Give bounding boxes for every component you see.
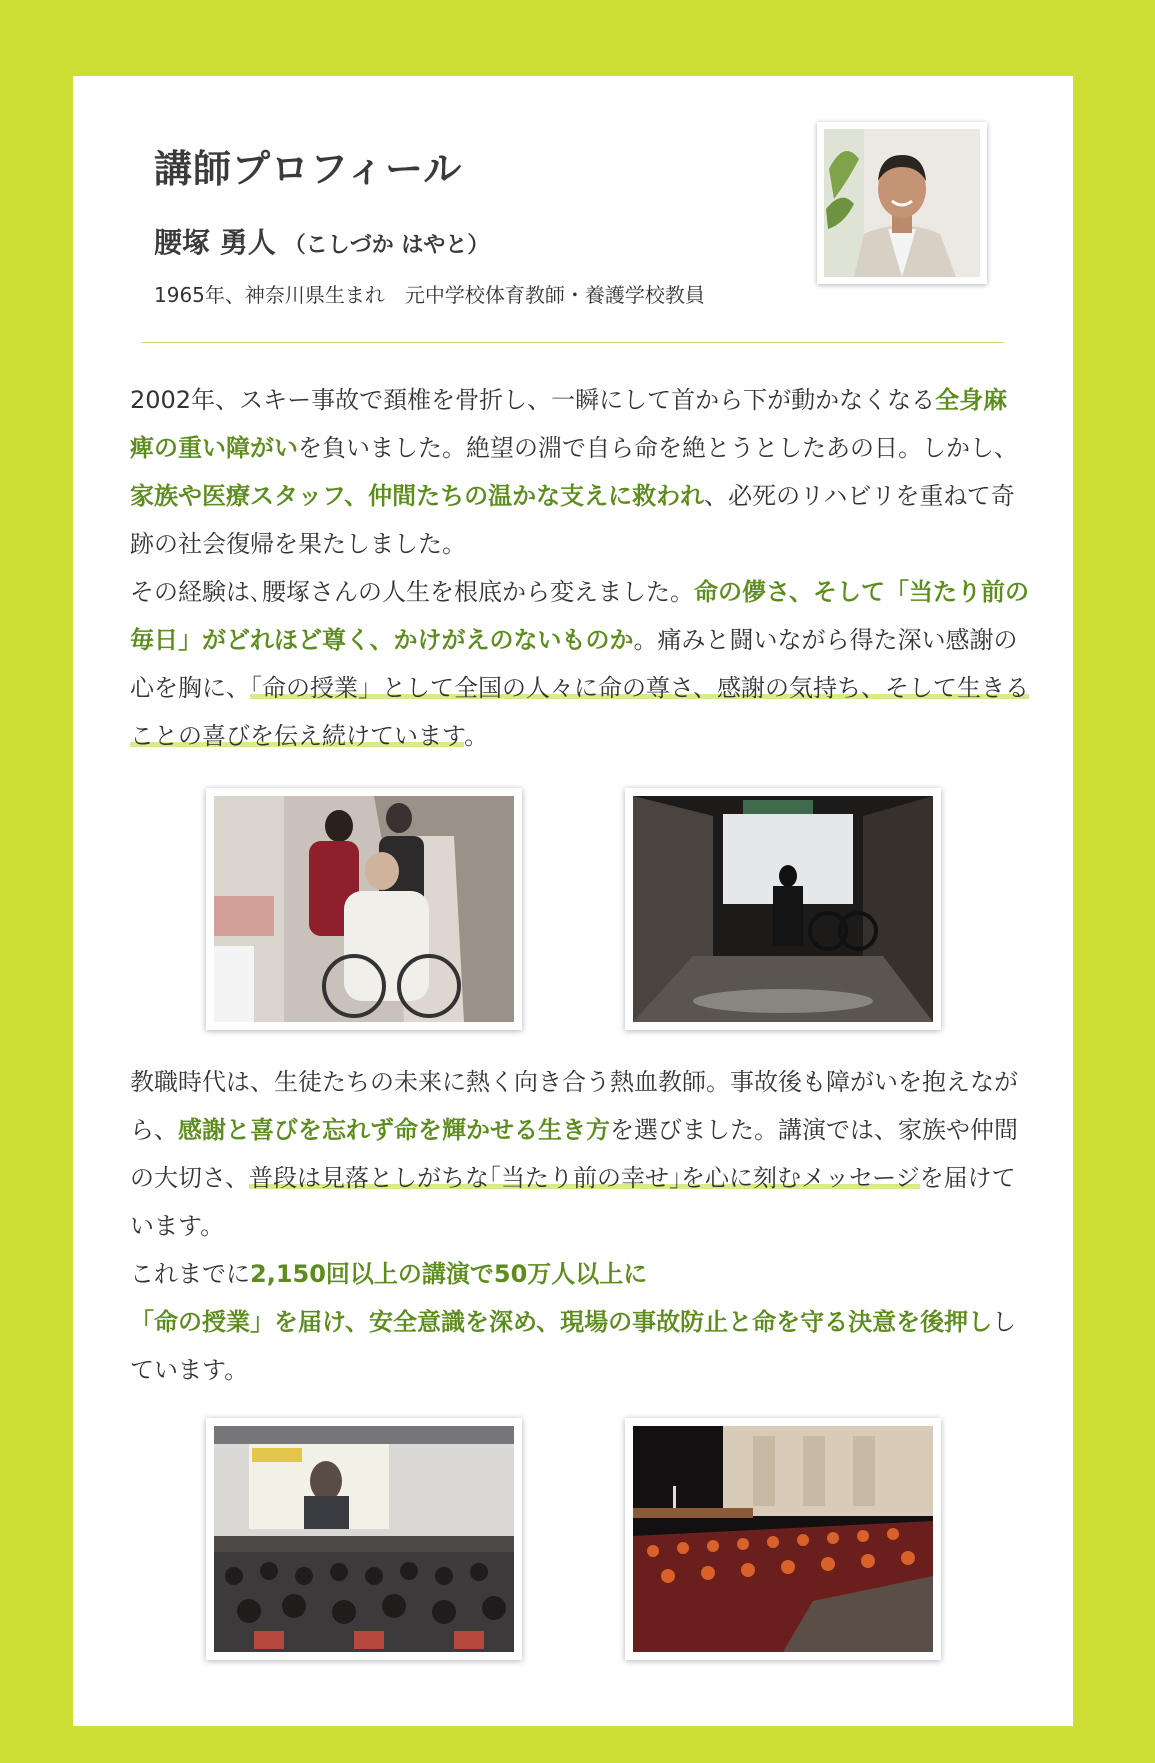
text: しています。 <box>130 1308 1017 1384</box>
emphasis-text: 感謝と喜びを忘れず命を輝かせる生き方 <box>178 1116 610 1144</box>
profile-title: 講師プロフィール <box>154 147 463 191</box>
story-paragraph <box>130 376 1030 760</box>
photo-lecture-hall <box>206 1418 522 1660</box>
text: 。痛みと闘いながら得た深い感謝の心を胸に、 <box>130 626 1018 702</box>
lecturer-name: 腰塚 勇人 <box>154 226 276 259</box>
lecturer-name-reading: （こしづか はやと） <box>283 233 490 258</box>
highlighted-text: 普段は見落としがちな｢当たり前の幸せ｣を心に刻むメッセージ <box>249 1164 920 1192</box>
career-paragraph <box>130 1058 1030 1394</box>
portrait-image <box>824 129 980 277</box>
text: を選びました。講演では、家族や仲間の大切さ、 <box>130 1116 1018 1192</box>
photo-hospital-wheelchair <box>206 788 522 1030</box>
text: 。 <box>464 722 489 750</box>
text: を届けています。 <box>130 1164 1016 1240</box>
hospital-corridor-image <box>633 796 933 1022</box>
divider <box>141 342 1004 343</box>
lecture-hall-image <box>214 1426 514 1652</box>
auditorium-image <box>633 1426 933 1652</box>
emphasis-text: 2,150回以上の講演で50万人以上に <box>250 1260 648 1288</box>
text: これまでに <box>130 1260 250 1288</box>
lecturer-bio: 1965年、神奈川県生まれ 元中学校体育教師・養護学校教員 <box>154 283 705 307</box>
lecturer-portrait <box>817 122 987 284</box>
emphasis-text: 「命の授業」を届け、安全意識を深め、現場の事故防止と命を守る決意を後押し <box>130 1308 993 1336</box>
text: 教職時代は、生徒たちの未来に熱く向き合う熱血教師。事故後も障がいを抱えながら、 <box>130 1068 1018 1144</box>
photo-hospital-corridor <box>625 788 941 1030</box>
photo-auditorium <box>625 1418 941 1660</box>
text: 、必死のリハビリを重ねて奇跡の社会復帰を果たしました。 <box>130 482 1015 558</box>
text: を負いました。絶望の淵で自ら命を絶とうとしたあの日。しかし、 <box>298 434 1018 462</box>
emphasis-text: 家族や医療スタッフ、仲間たちの温かな支えに救われ <box>130 482 705 510</box>
emphasis-text: 全身麻痺の重い障がい <box>130 386 1008 462</box>
hospital-wheelchair-image <box>214 796 514 1022</box>
lecturer-name-line <box>154 221 489 261</box>
text: 2002年、スキー事故で頚椎を骨折し、一瞬にして首から下が動かなくなる <box>130 386 936 414</box>
highlighted-text: 「命の授業」として全国の人々に命の尊さ、感謝の気持ち、そして生きることの喜びを伝え続けています <box>130 674 1030 750</box>
emphasis-text: 命の儚さ、そして「当たり前の毎日」がどれほど尊く、かけがえのないものか <box>130 578 1030 654</box>
text: その経験は､腰塚さんの人生を根底から変えました。 <box>130 578 694 606</box>
profile-card <box>73 76 1073 1726</box>
